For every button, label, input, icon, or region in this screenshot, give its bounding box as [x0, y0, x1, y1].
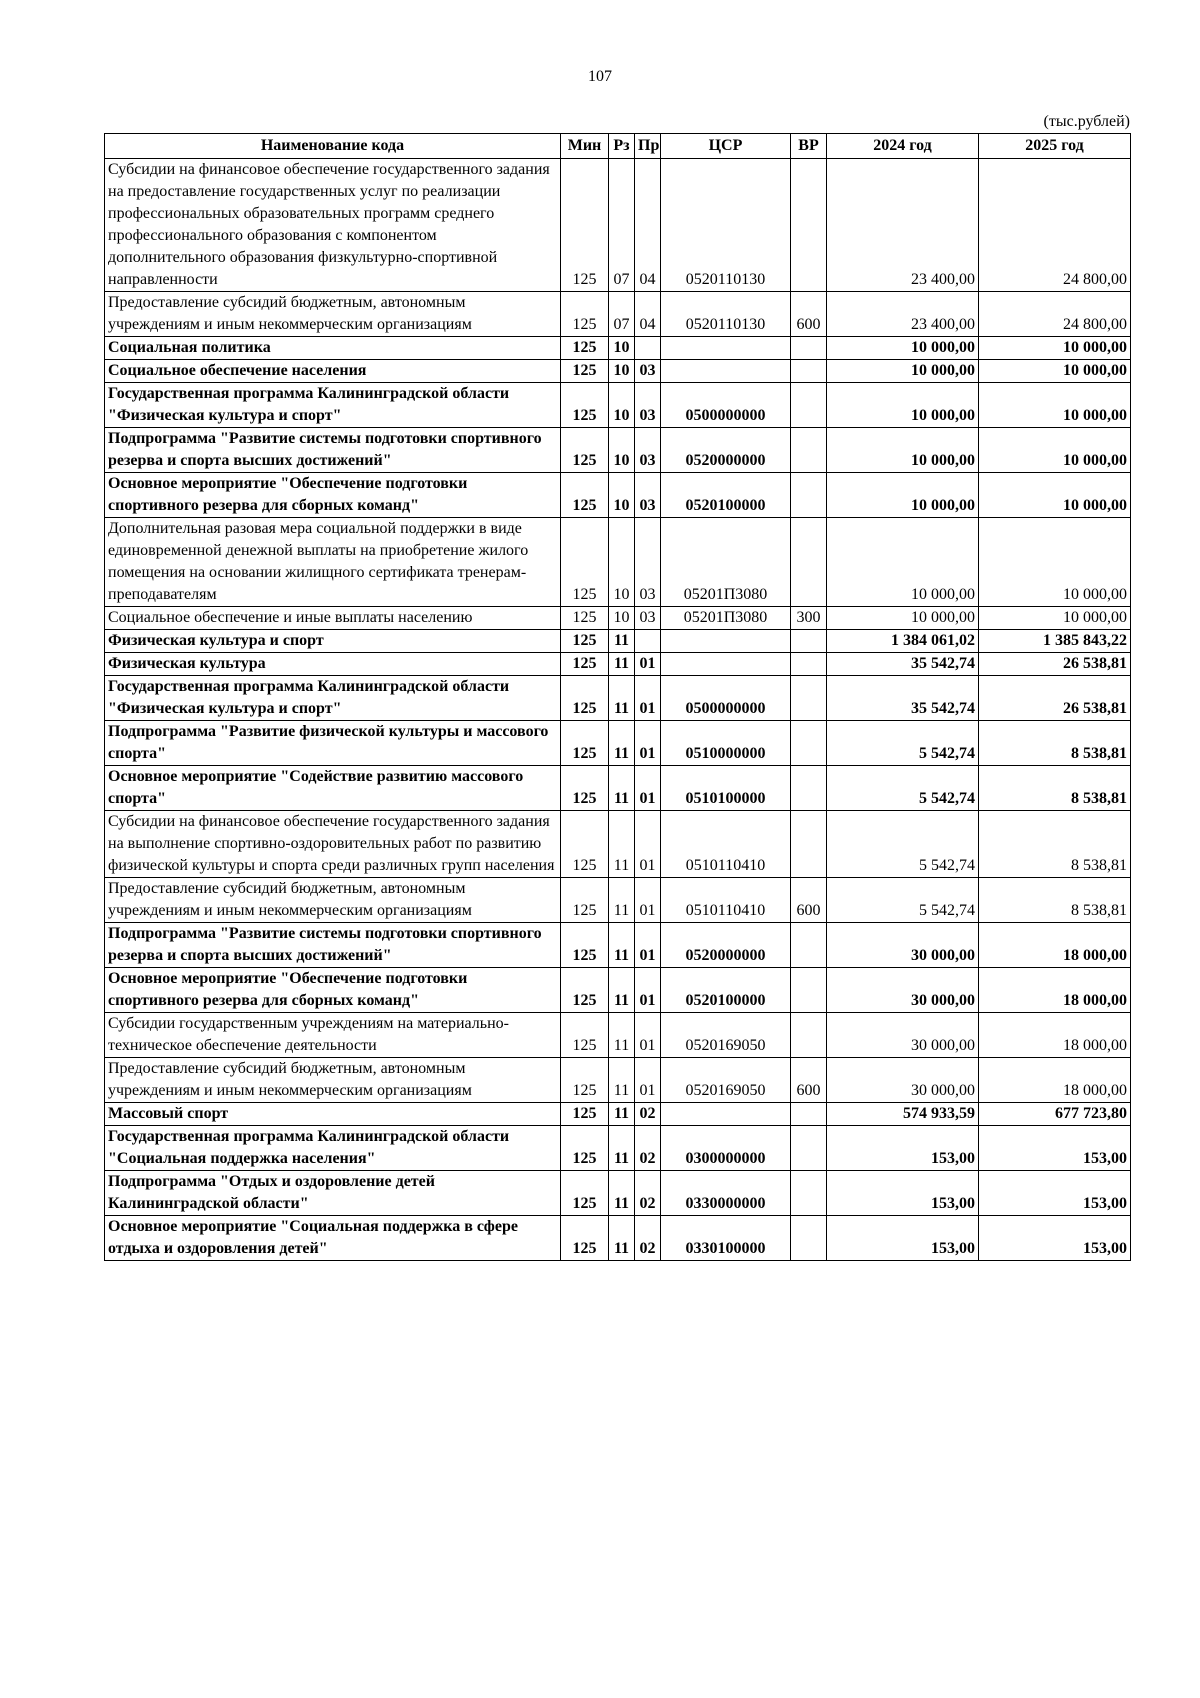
- cell-name: Субсидии на финансовое обеспечение государственного задания на выполнение спортивно-оздоровительных работ по развитию физической культуры и спорта среди различных групп населения: [105, 811, 561, 878]
- cell-pr: 03: [635, 607, 661, 630]
- cell-2024: 10 000,00: [827, 337, 979, 360]
- cell-csr: [661, 337, 791, 360]
- cell-csr: 0330000000: [661, 1171, 791, 1216]
- cell-csr: [661, 360, 791, 383]
- cell-2024: 153,00: [827, 1216, 979, 1261]
- cell-name: Предоставление субсидий бюджетным, автономным учреждениям и иным некоммерческим организациям: [105, 878, 561, 923]
- cell-name: Государственная программа Калининградской области "Социальная поддержка населения": [105, 1126, 561, 1171]
- cell-2025: 677 723,80: [979, 1103, 1131, 1126]
- cell-vr: [791, 159, 827, 292]
- cell-pr: 03: [635, 383, 661, 428]
- cell-rz: 11: [609, 653, 635, 676]
- cell-2025: 8 538,81: [979, 878, 1131, 923]
- cell-vr: [791, 1171, 827, 1216]
- table-row: [105, 383, 1131, 428]
- cell-rz: 10: [609, 473, 635, 518]
- cell-2025: 1 385 843,22: [979, 630, 1131, 653]
- cell-pr: 03: [635, 428, 661, 473]
- table-row: [105, 766, 1131, 811]
- cell-name: Социальная политика: [105, 337, 561, 360]
- cell-pr: 03: [635, 360, 661, 383]
- cell-min: 125: [561, 878, 609, 923]
- cell-2024: 10 000,00: [827, 360, 979, 383]
- table-row: [105, 292, 1131, 337]
- cell-2024: 5 542,74: [827, 811, 979, 878]
- cell-2024: 10 000,00: [827, 383, 979, 428]
- cell-2025: 18 000,00: [979, 968, 1131, 1013]
- cell-name: Подпрограмма "Развитие системы подготовки спортивного резерва и спорта высших достижений": [105, 428, 561, 473]
- header-2025: 2025 год: [979, 134, 1131, 159]
- cell-csr: 0520110130: [661, 292, 791, 337]
- table-header-row: [105, 134, 1131, 159]
- table-row: [105, 630, 1131, 653]
- cell-2024: 30 000,00: [827, 968, 979, 1013]
- header-rz: Рз: [609, 134, 635, 159]
- cell-pr: 01: [635, 766, 661, 811]
- cell-csr: 0500000000: [661, 383, 791, 428]
- cell-pr: 01: [635, 721, 661, 766]
- cell-2024: 30 000,00: [827, 1058, 979, 1103]
- cell-min: 125: [561, 923, 609, 968]
- cell-rz: 11: [609, 1013, 635, 1058]
- cell-rz: 11: [609, 766, 635, 811]
- cell-2025: 153,00: [979, 1216, 1131, 1261]
- cell-name: Субсидии на финансовое обеспечение государственного задания на предоставление государственных услуг по реализации профессиональных образовательных программ среднего профессионального образования с компонентом дополнительного образования физкультурно-спортивной направленности: [105, 159, 561, 292]
- cell-2024: 10 000,00: [827, 428, 979, 473]
- cell-vr: 600: [791, 1058, 827, 1103]
- cell-2025: 8 538,81: [979, 811, 1131, 878]
- cell-pr: [635, 337, 661, 360]
- cell-2025: 18 000,00: [979, 923, 1131, 968]
- cell-name: Основное мероприятие "Содействие развитию массового спорта": [105, 766, 561, 811]
- cell-vr: [791, 1126, 827, 1171]
- cell-2024: 35 542,74: [827, 653, 979, 676]
- cell-name: Подпрограмма "Развитие физической культуры и массового спорта": [105, 721, 561, 766]
- cell-vr: [791, 473, 827, 518]
- cell-rz: 11: [609, 721, 635, 766]
- cell-pr: 04: [635, 159, 661, 292]
- cell-vr: [791, 518, 827, 607]
- cell-vr: [791, 1013, 827, 1058]
- cell-2024: 10 000,00: [827, 518, 979, 607]
- table-row: [105, 428, 1131, 473]
- cell-csr: 0510100000: [661, 766, 791, 811]
- cell-vr: [791, 1103, 827, 1126]
- cell-rz: 11: [609, 1058, 635, 1103]
- cell-vr: [791, 923, 827, 968]
- cell-pr: 01: [635, 923, 661, 968]
- cell-pr: 01: [635, 878, 661, 923]
- table-row: [105, 1058, 1131, 1103]
- cell-pr: 03: [635, 518, 661, 607]
- cell-2025: 153,00: [979, 1126, 1131, 1171]
- cell-2024: 35 542,74: [827, 676, 979, 721]
- cell-2024: 153,00: [827, 1126, 979, 1171]
- cell-pr: 01: [635, 1013, 661, 1058]
- cell-2024: 23 400,00: [827, 159, 979, 292]
- page-number: 107: [588, 68, 612, 85]
- cell-name: Дополнительная разовая мера социальной поддержки в виде единовременной денежной выплаты на приобретение жилого помещения на основании жилищного сертификата тренерам-преподавателям: [105, 518, 561, 607]
- header-2024: 2024 год: [827, 134, 979, 159]
- cell-2024: 23 400,00: [827, 292, 979, 337]
- cell-rz: 07: [609, 159, 635, 292]
- cell-name: Государственная программа Калининградской области "Физическая культура и спорт": [105, 676, 561, 721]
- cell-min: 125: [561, 811, 609, 878]
- cell-min: 125: [561, 676, 609, 721]
- table-row: [105, 518, 1131, 607]
- table-body: [105, 159, 1131, 1261]
- cell-2025: 10 000,00: [979, 383, 1131, 428]
- cell-min: 125: [561, 383, 609, 428]
- cell-rz: 11: [609, 676, 635, 721]
- cell-min: 125: [561, 607, 609, 630]
- table-row: [105, 968, 1131, 1013]
- cell-min: 125: [561, 1126, 609, 1171]
- table-row: [105, 1126, 1131, 1171]
- table-row: [105, 473, 1131, 518]
- cell-rz: 11: [609, 1171, 635, 1216]
- cell-min: 125: [561, 518, 609, 607]
- table-row: [105, 721, 1131, 766]
- cell-vr: [791, 811, 827, 878]
- table-row: [105, 923, 1131, 968]
- cell-csr: 0520000000: [661, 923, 791, 968]
- cell-rz: 11: [609, 878, 635, 923]
- cell-csr: 0510110410: [661, 878, 791, 923]
- cell-rz: 11: [609, 630, 635, 653]
- cell-vr: [791, 968, 827, 1013]
- cell-name: Социальное обеспечение и иные выплаты населению: [105, 607, 561, 630]
- cell-csr: 0510000000: [661, 721, 791, 766]
- cell-csr: [661, 630, 791, 653]
- cell-2025: 10 000,00: [979, 337, 1131, 360]
- cell-csr: 0520100000: [661, 473, 791, 518]
- cell-name: Основное мероприятие "Социальная поддержка в сфере отдыха и оздоровления детей": [105, 1216, 561, 1261]
- cell-rz: 10: [609, 383, 635, 428]
- cell-csr: 0300000000: [661, 1126, 791, 1171]
- cell-2025: 8 538,81: [979, 766, 1131, 811]
- cell-2025: 8 538,81: [979, 721, 1131, 766]
- cell-min: 125: [561, 1103, 609, 1126]
- cell-name: Основное мероприятие "Обеспечение подготовки спортивного резерва для сборных команд": [105, 968, 561, 1013]
- cell-pr: [635, 630, 661, 653]
- cell-csr: 0520100000: [661, 968, 791, 1013]
- cell-2025: 10 000,00: [979, 518, 1131, 607]
- cell-2024: 10 000,00: [827, 473, 979, 518]
- cell-min: 125: [561, 1171, 609, 1216]
- cell-2024: 10 000,00: [827, 607, 979, 630]
- table-row: [105, 607, 1131, 630]
- cell-2024: 574 933,59: [827, 1103, 979, 1126]
- cell-vr: 300: [791, 607, 827, 630]
- cell-csr: 0520110130: [661, 159, 791, 292]
- cell-min: 125: [561, 968, 609, 1013]
- header-csr: ЦСР: [661, 134, 791, 159]
- cell-rz: 11: [609, 1126, 635, 1171]
- cell-min: 125: [561, 630, 609, 653]
- cell-rz: 10: [609, 518, 635, 607]
- cell-rz: 11: [609, 1103, 635, 1126]
- table-row: [105, 1171, 1131, 1216]
- cell-vr: [791, 360, 827, 383]
- table-row: [105, 1216, 1131, 1261]
- cell-name: Подпрограмма "Отдых и оздоровление детей Калининградской области": [105, 1171, 561, 1216]
- cell-name: Субсидии государственным учреждениям на материально-техническое обеспечение деятельности: [105, 1013, 561, 1058]
- cell-csr: 0520000000: [661, 428, 791, 473]
- cell-name: Социальное обеспечение населения: [105, 360, 561, 383]
- cell-vr: [791, 630, 827, 653]
- cell-2025: 26 538,81: [979, 653, 1131, 676]
- cell-rz: 10: [609, 428, 635, 473]
- cell-csr: [661, 1103, 791, 1126]
- table-row: [105, 878, 1131, 923]
- cell-min: 125: [561, 337, 609, 360]
- cell-2025: 10 000,00: [979, 473, 1131, 518]
- cell-pr: 01: [635, 653, 661, 676]
- cell-vr: [791, 337, 827, 360]
- cell-pr: 01: [635, 811, 661, 878]
- cell-2024: 5 542,74: [827, 766, 979, 811]
- cell-2024: 153,00: [827, 1171, 979, 1216]
- cell-vr: [791, 721, 827, 766]
- cell-vr: [791, 428, 827, 473]
- cell-name: Предоставление субсидий бюджетным, автономным учреждениям и иным некоммерческим организациям: [105, 1058, 561, 1103]
- header-pr: Пр: [635, 134, 661, 159]
- cell-min: 125: [561, 721, 609, 766]
- cell-min: 125: [561, 1058, 609, 1103]
- cell-pr: 03: [635, 473, 661, 518]
- cell-vr: [791, 653, 827, 676]
- table-row: [105, 1103, 1131, 1126]
- table-row: [105, 337, 1131, 360]
- table-row: [105, 811, 1131, 878]
- cell-2025: 24 800,00: [979, 159, 1131, 292]
- cell-2025: 26 538,81: [979, 676, 1131, 721]
- cell-name: Подпрограмма "Развитие системы подготовки спортивного резерва и спорта высших достижений": [105, 923, 561, 968]
- cell-csr: 05201П3080: [661, 607, 791, 630]
- cell-vr: [791, 383, 827, 428]
- cell-name: Основное мероприятие "Обеспечение подготовки спортивного резерва для сборных команд": [105, 473, 561, 518]
- cell-2025: 10 000,00: [979, 428, 1131, 473]
- cell-rz: 11: [609, 923, 635, 968]
- cell-2025: 10 000,00: [979, 607, 1131, 630]
- header-name: Наименование кода: [105, 134, 561, 159]
- units-label: (тыс.рублей): [1043, 113, 1130, 130]
- cell-vr: [791, 676, 827, 721]
- cell-name: Государственная программа Калининградской области "Физическая культура и спорт": [105, 383, 561, 428]
- cell-csr: 0510110410: [661, 811, 791, 878]
- budget-table: [104, 133, 1131, 1261]
- header-vr: ВР: [791, 134, 827, 159]
- cell-name: Физическая культура и спорт: [105, 630, 561, 653]
- cell-csr: 0330100000: [661, 1216, 791, 1261]
- cell-csr: [661, 653, 791, 676]
- cell-min: 125: [561, 360, 609, 383]
- cell-vr: 600: [791, 292, 827, 337]
- cell-min: 125: [561, 292, 609, 337]
- table-row: [105, 159, 1131, 292]
- cell-csr: 0500000000: [661, 676, 791, 721]
- cell-pr: 02: [635, 1103, 661, 1126]
- cell-min: 125: [561, 766, 609, 811]
- cell-csr: 05201П3080: [661, 518, 791, 607]
- cell-2024: 30 000,00: [827, 1013, 979, 1058]
- table-row: [105, 676, 1131, 721]
- cell-pr: 01: [635, 968, 661, 1013]
- cell-vr: [791, 1216, 827, 1261]
- cell-2024: 5 542,74: [827, 721, 979, 766]
- cell-2025: 153,00: [979, 1171, 1131, 1216]
- cell-2025: 18 000,00: [979, 1013, 1131, 1058]
- cell-2025: 18 000,00: [979, 1058, 1131, 1103]
- cell-min: 125: [561, 653, 609, 676]
- cell-pr: 01: [635, 676, 661, 721]
- cell-rz: 10: [609, 360, 635, 383]
- cell-csr: 0520169050: [661, 1013, 791, 1058]
- cell-pr: 02: [635, 1171, 661, 1216]
- cell-csr: 0520169050: [661, 1058, 791, 1103]
- table-row: [105, 360, 1131, 383]
- cell-2024: 1 384 061,02: [827, 630, 979, 653]
- cell-vr: 600: [791, 878, 827, 923]
- table-row: [105, 653, 1131, 676]
- cell-name: Физическая культура: [105, 653, 561, 676]
- cell-min: 125: [561, 1216, 609, 1261]
- header-min: Мин: [561, 134, 609, 159]
- cell-rz: 11: [609, 1216, 635, 1261]
- cell-2025: 10 000,00: [979, 360, 1131, 383]
- cell-rz: 11: [609, 968, 635, 1013]
- cell-2024: 5 542,74: [827, 878, 979, 923]
- cell-min: 125: [561, 159, 609, 292]
- cell-rz: 10: [609, 337, 635, 360]
- cell-name: Массовый спорт: [105, 1103, 561, 1126]
- cell-pr: 01: [635, 1058, 661, 1103]
- cell-pr: 02: [635, 1126, 661, 1171]
- cell-2025: 24 800,00: [979, 292, 1131, 337]
- cell-pr: 04: [635, 292, 661, 337]
- cell-pr: 02: [635, 1216, 661, 1261]
- table-row: [105, 1013, 1131, 1058]
- cell-min: 125: [561, 1013, 609, 1058]
- cell-rz: 11: [609, 811, 635, 878]
- cell-vr: [791, 766, 827, 811]
- cell-rz: 07: [609, 292, 635, 337]
- cell-rz: 10: [609, 607, 635, 630]
- cell-name: Предоставление субсидий бюджетным, автономным учреждениям и иным некоммерческим организациям: [105, 292, 561, 337]
- cell-2024: 30 000,00: [827, 923, 979, 968]
- cell-min: 125: [561, 473, 609, 518]
- cell-min: 125: [561, 428, 609, 473]
